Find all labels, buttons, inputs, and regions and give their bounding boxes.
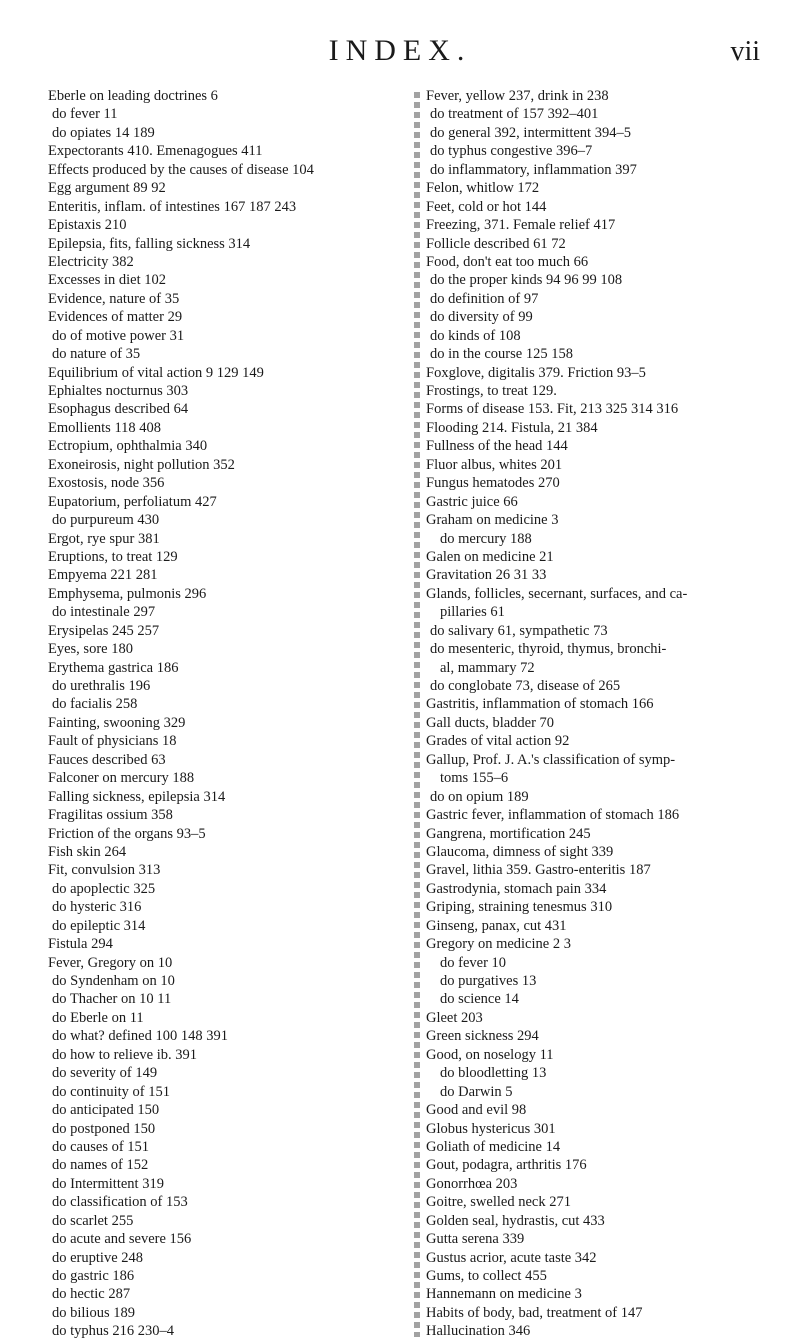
page-number: vii (730, 36, 760, 67)
index-entry: Fauces described 63 (48, 751, 166, 768)
index-entry: do conglobate 73, disease of 265 (430, 678, 621, 694)
page-title: INDEX. (328, 34, 472, 67)
index-entry: do purgatives 13 (440, 973, 537, 989)
index-entry: do diversity of 99 (430, 309, 533, 326)
index-entry: Exostosis, node 356 (48, 475, 165, 492)
index-entry: Friction of the organs 93–5 (48, 825, 206, 842)
index-entry: do on opium 189 (430, 788, 529, 805)
index-entry: Fungus hematodes 270 (426, 475, 560, 492)
index-entry: Eberle on leading doctrines 6 (48, 88, 218, 104)
index-entry: Empyema 221 281 (48, 567, 158, 584)
index-entry: pillaries 61 (440, 604, 505, 621)
index-entry: do fever 11 (52, 106, 118, 123)
index-entry: Grades of vital action 92 (426, 733, 570, 750)
index-entry: Erysipelas 245 257 (48, 622, 160, 639)
index-entry: Enteritis, inflam. of intestines 167 187 243 (48, 198, 297, 215)
index-entry: do general 392, intermittent 394–5 (430, 124, 631, 141)
index-entry: Freezing, 371. Female relief 417 (426, 217, 616, 234)
index-entry: Globus hystericus 301 (426, 1120, 556, 1137)
index-entry: do hysteric 316 (52, 899, 142, 916)
index-entry: Golden seal, hydrastis, cut 433 (426, 1212, 605, 1229)
index-entry: do Eberle on 11 (52, 1009, 144, 1026)
index-entry: Fainting, swooning 329 (48, 714, 186, 731)
index-entry: Equilibrium of vital action 9 129 149 (48, 364, 264, 381)
index-entry: Forms of disease 153. Fit, 213 325 314 316 (426, 401, 679, 418)
index-entry: do acute and severe 156 (52, 1231, 192, 1248)
index-entry: Egg argument 89 92 (48, 180, 166, 197)
index-entry: do scarlet 255 (52, 1212, 134, 1229)
index-entry: Habits of body, bad, treatment of 147 (426, 1304, 643, 1321)
index-entry: Ephialtes nocturnus 303 (48, 383, 189, 399)
index-entry: Fistula 294 (48, 936, 113, 953)
index-entry: Gastritis, inflammation of stomach 166 (426, 696, 654, 713)
index-entry: do treatment of 157 392–401 (430, 106, 599, 123)
index-entry: Felon, whitlow 172 (426, 180, 540, 197)
index-entry: Goitre, swelled neck 271 (426, 1194, 571, 1211)
index-entry: Gonorrhœa 203 (426, 1175, 518, 1192)
index-entry: Electricity 382 (48, 253, 134, 270)
index-entry: Goliath of medicine 14 (426, 1138, 561, 1155)
index-column-right (426, 87, 776, 1341)
index-entry: do opiates 14 189 (52, 124, 155, 141)
index-entry: do mercury 188 (440, 530, 532, 547)
index-entry: Gallup, Prof. J. A.'s classification of symp- (426, 751, 676, 768)
index-entry: toms 155–6 (440, 770, 509, 787)
index-entry: Good, on noselogy 11 (426, 1046, 554, 1063)
index-entry: do kinds of 108 (430, 327, 521, 344)
index-entry: do fever 10 (440, 954, 507, 971)
index-entry: do Syndenham on 10 (52, 973, 175, 989)
index-entry: al, mammary 72 (440, 659, 535, 676)
index-entry: Eupatorium, perfoliatum 427 (48, 493, 217, 510)
index-entry: Esophagus described 64 (48, 401, 189, 418)
index-entry: do bloodletting 13 (440, 1065, 547, 1082)
index-entry: do epileptic 314 (52, 917, 146, 934)
index-entry: Fever, Gregory on 10 (48, 954, 173, 971)
index-entry: do names of 152 (52, 1157, 149, 1174)
index-entry: Griping, straining tenesmus 310 (426, 899, 613, 916)
index-entry: do facialis 258 (52, 696, 138, 713)
index-entry: Evidence, nature of 35 (48, 290, 180, 307)
index-entry: Hallucination 346 (426, 1323, 531, 1340)
index-entry: Gout, podagra, arthritis 176 (426, 1157, 587, 1174)
index-entry: Emollients 118 408 (48, 419, 162, 436)
index-entry: Eyes, sore 180 (48, 641, 133, 658)
index-entry: Gleet 203 (426, 1009, 483, 1026)
index-entry: Fault of physicians 18 (48, 733, 177, 750)
index-entry: do bilious 189 (52, 1304, 135, 1321)
index-entry: Gastric fever, inflammation of stomach 186 (426, 807, 680, 824)
index-entry: do hectic 287 (52, 1286, 131, 1303)
index-entry: do mesenteric, thyroid, thymus, bronchi- (430, 641, 667, 658)
index-entry: Foxglove, digitalis 379. Friction 93–5 (426, 364, 646, 381)
index-entry: do urethralis 196 (52, 678, 151, 694)
index-entry: Feet, cold or hot 144 (426, 198, 547, 215)
index-entry: do anticipated 150 (52, 1102, 160, 1119)
index-entry: Good and evil 98 (426, 1102, 527, 1119)
index-entry: do severity of 149 (52, 1065, 158, 1082)
index-entry: Gangrena, mortification 245 (426, 825, 591, 842)
index-entry: do classification of 153 (52, 1194, 188, 1211)
index-entry: Fragilitas ossium 358 (48, 807, 173, 824)
index-entry: do continuity of 151 (52, 1083, 171, 1100)
index-entry: Emphysema, pulmonis 296 (48, 585, 207, 602)
index-entry: do in the course 125 158 (430, 346, 573, 363)
index-entry: Glaucoma, dimness of sight 339 (426, 843, 614, 860)
index-entry: Gums, to collect 455 (426, 1268, 547, 1284)
index-entry: Glands, follicles, secernant, surfaces, and ca- (426, 585, 688, 602)
index-entry: Falling sickness, epilepsia 314 (48, 788, 226, 805)
index-entry: Gutta serena 339 (426, 1231, 525, 1248)
index-entry: Ergot, rye spur 381 (48, 530, 160, 547)
index-entry: Gastrodynia, stomach pain 334 (426, 880, 607, 897)
column-divider (414, 92, 420, 1337)
index-entry: Fluor albus, whites 201 (426, 456, 563, 473)
index-column-left (48, 87, 418, 1341)
index-entry: Exoneirosis, night pollution 352 (48, 456, 235, 473)
index-entry: Green sickness 294 (426, 1028, 539, 1045)
index-entry: do causes of 151 (52, 1138, 150, 1155)
index-entry: do apoplectic 325 (52, 880, 156, 897)
index-entry: Fish skin 264 (48, 843, 127, 860)
index-entry: Effects produced by the causes of disease 104 (48, 161, 314, 178)
index-entry: do postponed 150 (52, 1120, 156, 1137)
index-entry: do what? defined 100 148 391 (52, 1028, 228, 1045)
index-entry: Food, don't eat too much 66 (426, 253, 589, 270)
index-entry: do eruptive 248 (52, 1249, 144, 1266)
index-entry: Follicle described 61 72 (426, 235, 566, 252)
index-entry: do definition of 97 (430, 290, 539, 307)
index-entry: do Thacher on 10 11 (52, 991, 172, 1008)
index-entry: do Darwin 5 (440, 1083, 513, 1100)
index-entry: do typhus congestive 396–7 (430, 143, 593, 160)
index-entry: do how to relieve ib. 391 (52, 1046, 197, 1063)
index-entry: Gregory on medicine 2 3 (426, 936, 571, 953)
index-entry: Hannemann on medicine 3 (426, 1286, 582, 1303)
index-entry: Gastric juice 66 (426, 493, 518, 510)
index-entry: Fever, yellow 237, drink in 238 (426, 88, 609, 104)
index-entry: do gastric 186 (52, 1268, 135, 1284)
index-entry: Fullness of the head 144 (426, 438, 568, 455)
index-entry: Epistaxis 210 (48, 217, 127, 234)
index-entry: Excesses in diet 102 (48, 272, 166, 289)
index-entry: do purpureum 430 (52, 512, 160, 529)
index-entry: do of motive power 31 (52, 327, 185, 344)
index-entry: Frostings, to treat 129. (426, 383, 557, 399)
index-entry: Gravel, lithia 359. Gastro-enteritis 187 (426, 862, 651, 879)
index-entry: Gustus acrior, acute taste 342 (426, 1249, 597, 1266)
index-entry: do salivary 61, sympathetic 73 (430, 622, 608, 639)
index-entry: do the proper kinds 94 96 99 108 (430, 272, 623, 289)
index-entry: Flooding 214. Fistula, 21 384 (426, 419, 598, 436)
index-entry: do typhus 216 230–4 (52, 1323, 175, 1340)
index-entry: do nature of 35 (52, 346, 141, 363)
index-entry: Gravitation 26 31 33 (426, 567, 547, 584)
index-entry: Ectropium, ophthalmia 340 (48, 438, 208, 455)
index-entry: Falconer on mercury 188 (48, 770, 195, 787)
index-entry: Fit, convulsion 313 (48, 862, 161, 879)
index-entry: Erythema gastrica 186 (48, 659, 179, 676)
index-entry: Galen on medicine 21 (426, 548, 554, 565)
index-entry: Gall ducts, bladder 70 (426, 714, 555, 731)
index-entry: Eruptions, to treat 129 (48, 548, 178, 565)
index-entry: Epilepsia, fits, falling sickness 314 (48, 235, 251, 252)
index-entry: Evidences of matter 29 (48, 309, 183, 326)
index-entry: do science 14 (440, 991, 519, 1008)
index-entry: do intestinale 297 (52, 604, 156, 621)
page-header (0, 34, 800, 74)
index-entry: Graham on medicine 3 (426, 512, 559, 529)
index-entry: Expectorants 410. Emenagogues 411 (48, 143, 263, 160)
index-entry: Ginseng, panax, cut 431 (426, 917, 567, 934)
index-entry: do Intermittent 319 (52, 1175, 164, 1192)
index-entry: do inflammatory, inflammation 397 (430, 161, 637, 178)
